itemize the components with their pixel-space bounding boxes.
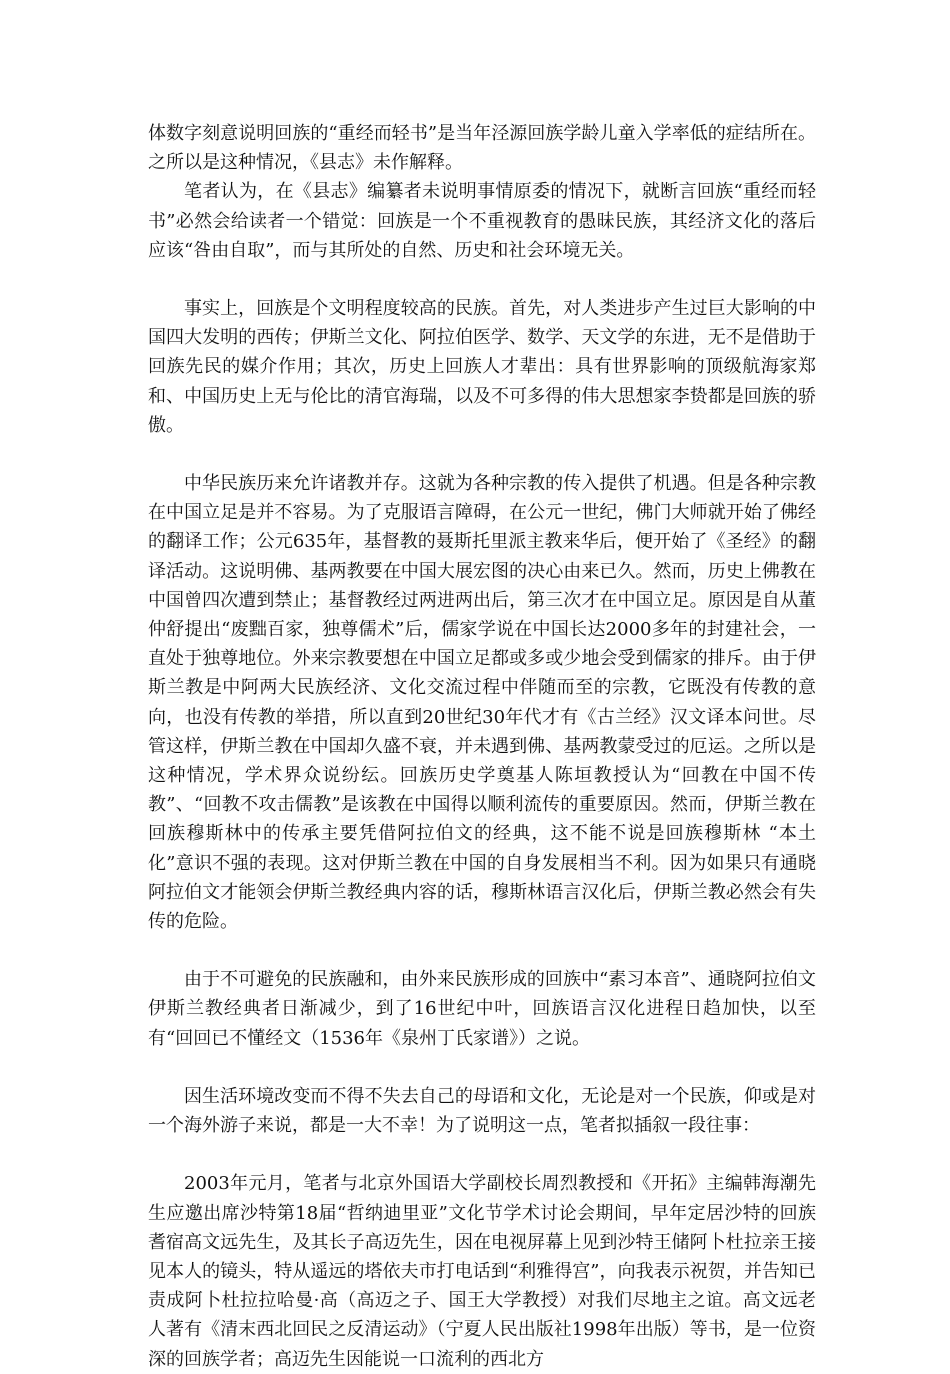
- document-body: [148, 119, 816, 1374]
- paragraph-religions-in-china: 中华民族历来允许诸教并存。这就为各种宗教的传入提供了机遇。但是各种宗教在中国立足是并不容易。为了克服语言障碍，在公元一世纪，佛门大师就开始了佛经的翻译工作；公元635年，基督教的聂斯托里派主教来华后，便开始了《圣经》的翻译活动。这说明佛、基两教要在中国大展宏图的决心由来已久。然而，历史上佛教在中国曾四次遭到禁止；基督教经过两进两出后，第三次才在中国立足。原因是自从董仲舒提出“废黜百家，独尊儒术”后，儒家学说在中国长达2000多年的封建社会，一直处于独尊地位。外来宗教要想在中国立足都或多或少地会受到儒家的排斥。由于伊斯兰教是中阿两大民族经济、文化交流过程中伴随而至的宗教，它既没有传教的意向，也没有传教的举措，所以直到20世纪30年代才有《古兰经》汉文译本问世。尽管这样，伊斯兰教在中国却久盛不衰，并未遇到佛、基两教蒙受过的厄运。之所以是这种情况，学术界众说纷纭。回族历史学奠基人陈垣教授认为“回教在中国不传教”、“回教不攻击儒教”是该教在中国得以顺利流传的重要原因。然而，伊斯兰教在回族穆斯林中的传承主要凭借阿拉伯文的经典，这不能不说是回族穆斯林 “本土化”意识不强的表现。这对伊斯兰教在中国的自身发展相当不利。因为如果只有通晓阿拉伯文才能领会伊斯兰教经典内容的话，穆斯林语言汉化后，伊斯兰教必然会有失传的危险。: [148, 473, 816, 933]
- paragraph-hui-civilization: 事实上，回族是个文明程度较高的民族。首先，对人类进步产生过巨大影响的中国四大发明的西传；伊斯兰文化、阿拉伯医学、数学、天文学的东进，无不是借助于回族先民的媒介作用；其次，历史上回族人才辈出：具有世界影响的顶级航海家郑和、中国历史上无与伦比的清官海瑞，以及不可多得的伟大思想家李贽都是回族的骄傲。: [148, 298, 816, 436]
- paragraph-author-view: 笔者认为，在《县志》编纂者未说明事情原委的情况下，就断言回族“重经而轻书”必然会给读者一个错觉：回族是一个不重视教育的愚昧民族，其经济文化的落后应该“咎由自取”，而与其所处的自然、历史和社会环境无关。: [148, 181, 816, 261]
- paragraph-2003-anecdote: 2003年元月，笔者与北京外国语大学副校长周烈教授和《开拓》主编韩海潮先生应邀出席沙特第18届“哲纳迪里亚”文化节学术讨论会期间，早年定居沙特的回族耆宿高文远先生，及其长子高迈先生，因在电视屏幕上见到沙特王储阿卜杜拉亲王接见本人的镜头，特从遥远的塔依夫市打电话到“利雅得宫”，向我表示祝贺，并告知已责成阿卜杜拉拉哈曼·高（高迈之子、国王大学教授）对我们尽地主之谊。高文远老人著有《清末西北回民之反清运动》（宁夏人民出版社1998年出版）等书，是一位资深的回族学者；高迈先生因能说一口流利的西北方: [148, 1173, 816, 1370]
- paragraph-losing-mother-tongue: 因生活环境改变而不得不失去自己的母语和文化，无论是对一个民族，仰或是对一个海外游子来说，都是一大不幸！为了说明这一点，笔者拟插叙一段往事：: [148, 1085, 816, 1137]
- paragraph-continuation: 体数字刻意说明回族的“重经而轻书”是当年泾源回族学龄儿童入学率低的症结所在。之所以是这种情况，《县志》未作解释。: [148, 123, 816, 174]
- paragraph-language-sinicization: 由于不可避免的民族融和，由外来民族形成的回族中“素习本音”、通晓阿拉伯文伊斯兰教经典者日渐减少，到了16世纪中叶，回族语言汉化进程日趋加快，以至有“回回已不懂经文（1536年《泉州丁氏家谱》）之说。: [148, 969, 816, 1049]
